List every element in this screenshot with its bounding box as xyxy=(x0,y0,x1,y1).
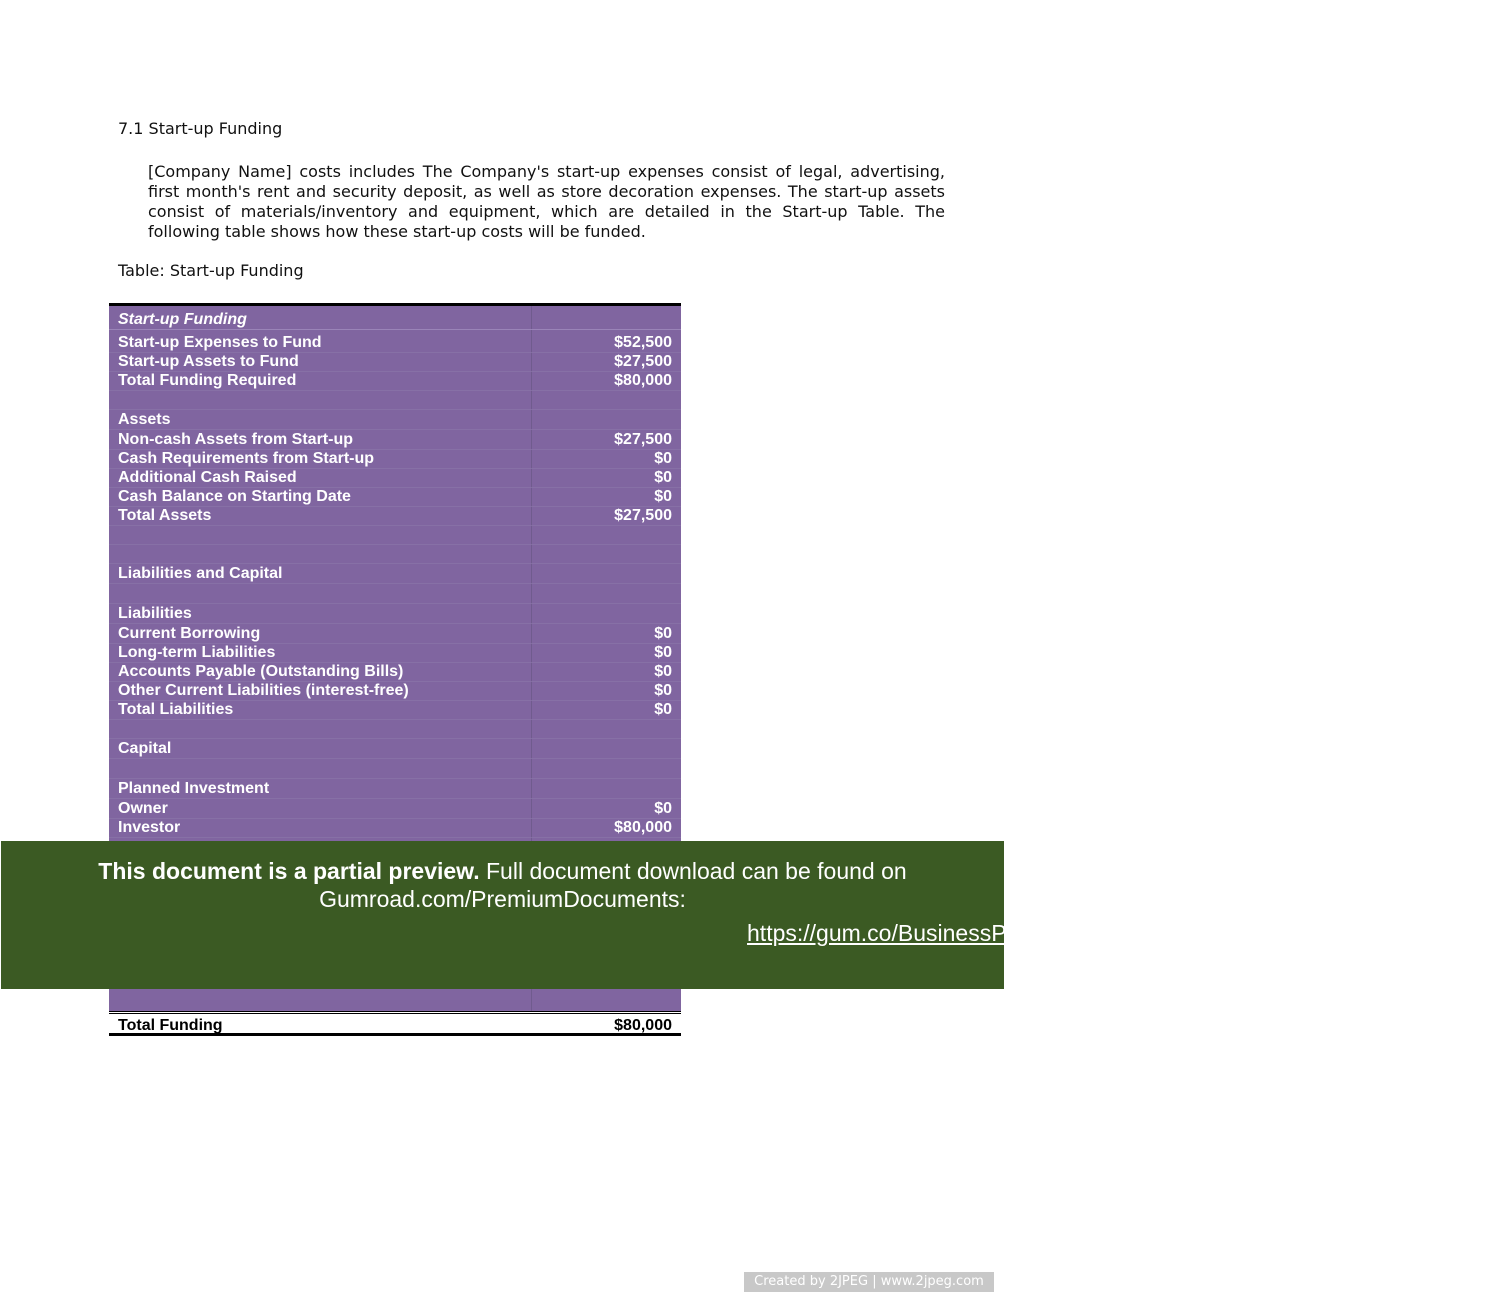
row-value: $0 xyxy=(654,469,672,486)
row-value: $80,000 xyxy=(614,372,672,389)
row-value: $27,500 xyxy=(614,431,672,448)
row-label: Cash Balance on Starting Date xyxy=(118,488,351,505)
preview-message xyxy=(1,857,1004,913)
table-row xyxy=(109,624,681,644)
table-row xyxy=(109,506,681,526)
row-label: Investor xyxy=(118,819,181,836)
table-row xyxy=(109,662,681,682)
watermark: Created by 2JPEG | www.2jpeg.com xyxy=(744,1272,994,1292)
row-value: $0 xyxy=(654,663,672,680)
table-row xyxy=(109,564,681,584)
table-row xyxy=(109,468,681,488)
table-row xyxy=(109,449,681,469)
row-label: Total Assets xyxy=(118,507,212,524)
row-value: $0 xyxy=(654,701,672,718)
row-label: Additional Cash Raised xyxy=(118,469,297,486)
row-label: Other Current Liabilities (interest-free) xyxy=(118,682,409,699)
table-row xyxy=(109,430,681,450)
table-row xyxy=(109,759,681,779)
section-title: 7.1 Start-up Funding xyxy=(118,119,283,138)
download-link[interactable]: https://gum.co/BusinessPlanforBeautySupplyStore xyxy=(747,920,1261,946)
row-label: Planned Investment xyxy=(118,780,270,797)
table-row xyxy=(109,700,681,720)
row-label: Accounts Payable (Outstanding Bills) xyxy=(118,663,404,680)
table-caption: Table: Start-up Funding xyxy=(118,261,304,280)
row-value: $80,000 xyxy=(614,819,672,836)
row-value: $0 xyxy=(654,450,672,467)
row-label: Non-cash Assets from Start-up xyxy=(118,431,353,448)
table-row xyxy=(109,818,681,838)
row-label: Liabilities xyxy=(118,605,192,622)
row-label: Capital xyxy=(118,740,172,757)
table-row xyxy=(109,544,681,564)
total-funding-value: $80,000 xyxy=(614,1017,672,1034)
table-row xyxy=(109,352,681,372)
row-value: $52,500 xyxy=(614,334,672,351)
preview-bold-text: This document is a partial preview. xyxy=(98,858,480,884)
row-value: $0 xyxy=(654,682,672,699)
row-value: $0 xyxy=(654,644,672,661)
table-header-row xyxy=(109,310,681,330)
table-row xyxy=(109,799,681,819)
table-row xyxy=(109,390,681,410)
row-label: Cash Requirements from Start-up xyxy=(118,450,375,467)
row-label: Total Funding Required xyxy=(118,372,297,389)
row-value: $27,500 xyxy=(614,353,672,370)
row-value: $0 xyxy=(654,800,672,817)
table-row xyxy=(109,643,681,663)
preview-banner xyxy=(1,841,1261,989)
table-row xyxy=(109,333,681,353)
table-row xyxy=(109,584,681,604)
total-funding-row xyxy=(109,1011,681,1036)
table-row xyxy=(109,779,681,799)
table-row xyxy=(109,410,681,430)
row-value: $27,500 xyxy=(614,507,672,524)
table-row xyxy=(109,487,681,507)
row-label: Start-up Assets to Fund xyxy=(118,353,299,370)
total-funding-label: Total Funding xyxy=(118,1017,223,1034)
row-label: Owner xyxy=(118,800,168,817)
table-row xyxy=(109,525,681,545)
row-label: Total Liabilities xyxy=(118,701,234,718)
row-label: Start-up Expenses to Fund xyxy=(118,334,322,351)
preview-text: Full document download can be found on Gumroad.com/PremiumDocuments: xyxy=(319,858,907,912)
table-row xyxy=(109,739,681,759)
row-value: $0 xyxy=(654,625,672,642)
table-row xyxy=(109,719,681,739)
row-label: Long-term Liabilities xyxy=(118,644,276,661)
row-label: Current Borrowing xyxy=(118,625,261,642)
row-label: Assets xyxy=(118,411,171,428)
row-value: $0 xyxy=(654,488,672,505)
row-label: Liabilities and Capital xyxy=(118,565,283,582)
intro-paragraph: [Company Name] costs includes The Company's start-up expenses consist of legal, advertising, first month's rent and security deposit, as well as store decoration expenses. The start-up assets consist of materials/inventory and equipment, which are detailed in the Start-up Table. The following table shows how these start-up costs will be funded. xyxy=(148,162,945,241)
table-row xyxy=(109,371,681,391)
table-header: Start-up Funding xyxy=(118,311,247,328)
table-row xyxy=(109,681,681,701)
table-row xyxy=(109,604,681,624)
